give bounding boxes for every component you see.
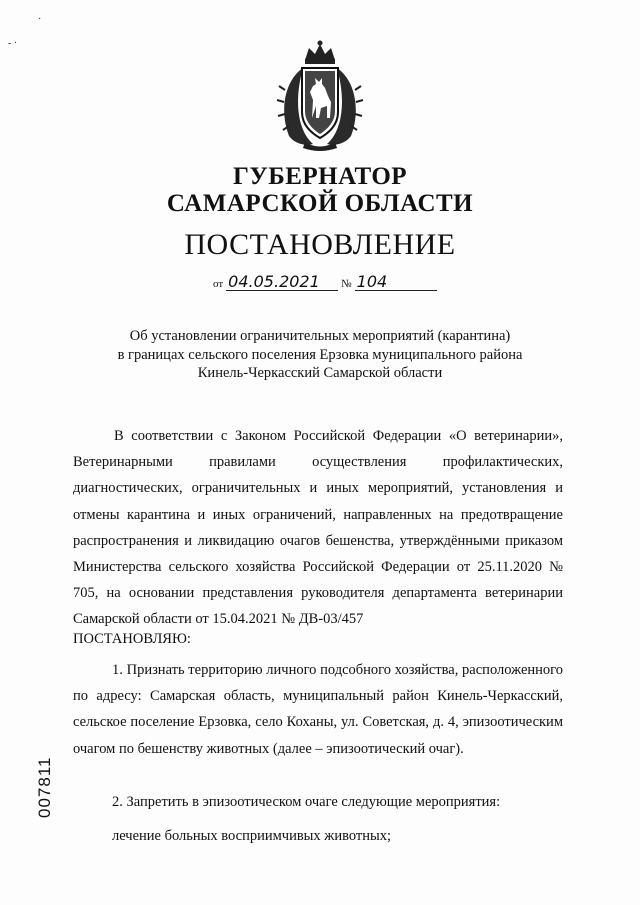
scan-speck: - · xyxy=(8,38,18,49)
subject-line: в границах сельского поселения Ерзовка муниципального района xyxy=(117,346,523,363)
number-label: № xyxy=(341,278,352,290)
subject-line: Об установлении ограничительных мероприятий (карантина) xyxy=(129,328,511,344)
document-number: 104 xyxy=(355,274,437,291)
decree-word: ПОСТАНОВЛЯЮ: xyxy=(73,631,191,647)
document-type: ПОСТАНОВЛЕНИЕ xyxy=(184,228,456,261)
header-title-line1: ГУБЕРНАТОР xyxy=(232,163,408,190)
date-line xyxy=(213,274,437,291)
subject-line: Кинель-Черкасский Самарской области xyxy=(197,365,443,381)
scan-speck: · xyxy=(38,14,42,25)
item-1: 1. Признать территорию личного подсобного хозяйства, расположенного по адресу: Самарская область, муниципальный район Кинель-Черкасский, сельское поселение Ерзовка, село Коханы, ул. Советская, д. 4, эпизоотическим очагом по бешенству животных (далее – эпизоотический очаг). xyxy=(73,662,563,757)
document-date: 04.05.2021 xyxy=(226,274,338,291)
item-2-subitem: лечение больных восприимчивых животных; xyxy=(112,828,391,844)
document-subject xyxy=(60,327,580,383)
header-title-line2: САМАРСКОЙ ОБЛАСТИ xyxy=(166,190,474,217)
coat-of-arms-icon xyxy=(275,40,365,152)
registration-number: 007811 xyxy=(35,756,54,818)
date-from-label: от xyxy=(213,278,224,290)
preamble-paragraph xyxy=(73,423,563,633)
item-2: 2. Запретить в эпизоотическом очаге следующие мероприятия: xyxy=(112,794,501,810)
preamble-text: В соответствии с Законом Российской Федерации «О ветеринарии», Ветеринарными правилами осуществления профилактических, диагностических, ограничительных и иных мероприятий, установления и отмены карантина и иных ограничений, направленных на предотвращение распространения и ликвидацию очагов бешенства, утверждёнными приказом Министерства сельского хозяйства Российской Федерации от 25.11.2020 № 705, на основании представления руководителя департамента ветеринарии Самарской области от 15.04.2021 № ДВ-03/457 xyxy=(73,428,563,628)
